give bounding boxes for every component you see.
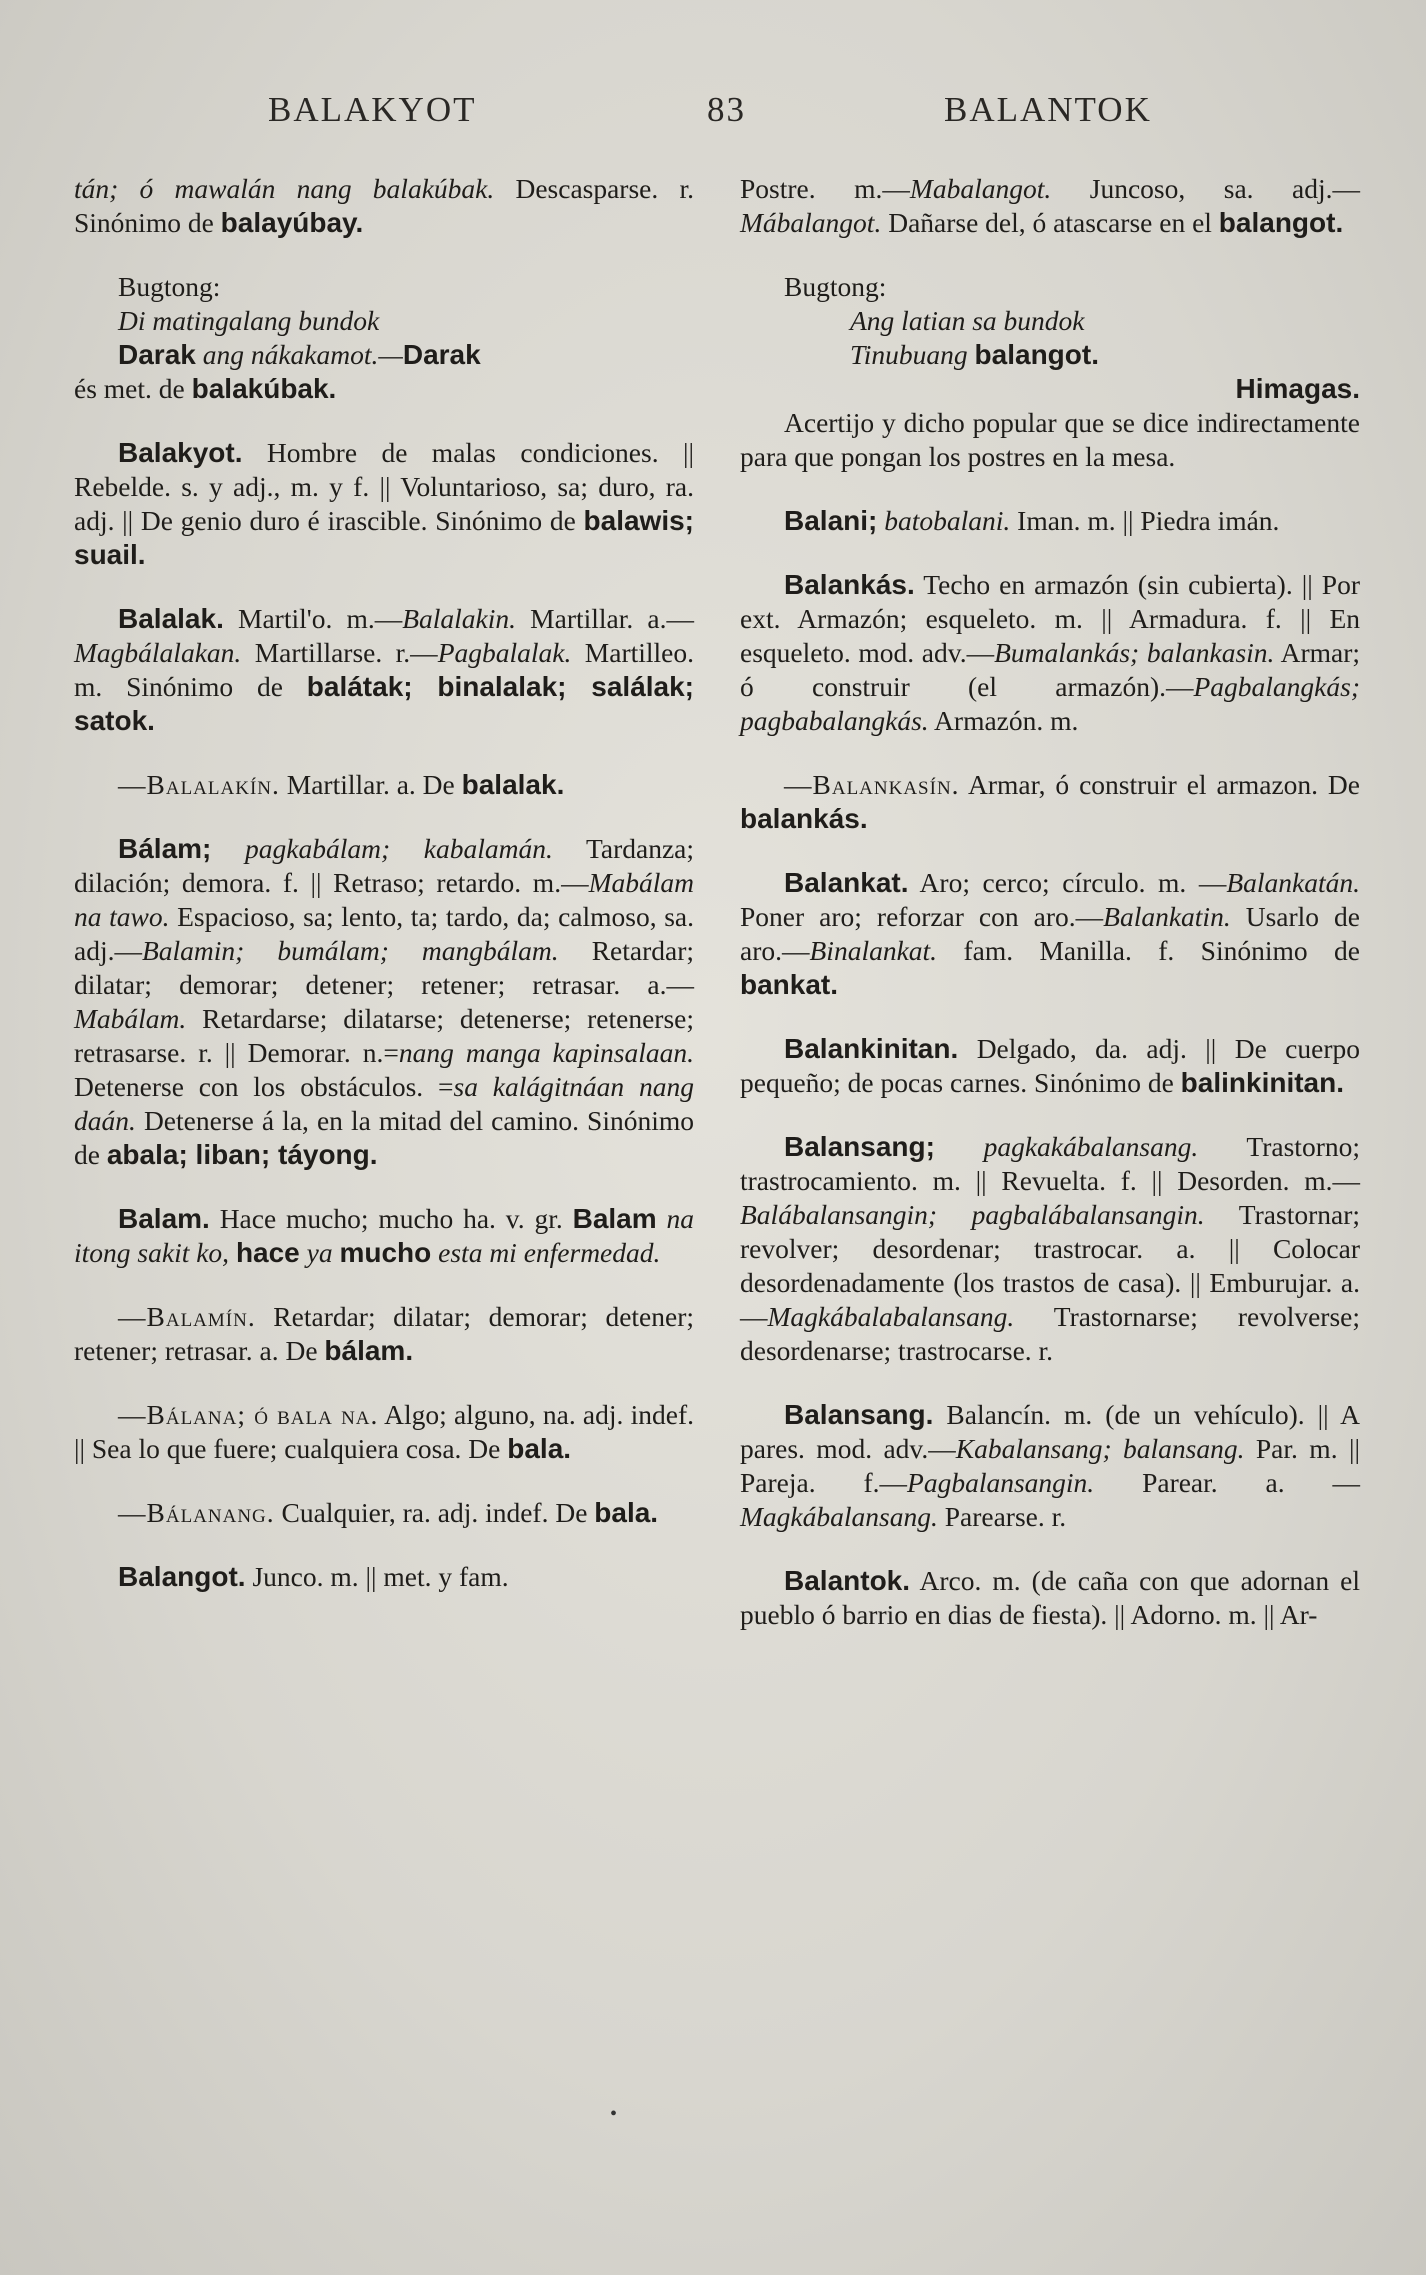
headword: Balankat. <box>784 867 909 898</box>
cross-reference: balalak. <box>461 769 565 800</box>
subentry-word: —Balamín. <box>118 1301 256 1332</box>
derived-form: Binalankat. <box>809 935 938 966</box>
derived-form: sa kalágitnáan nang daán. <box>74 1071 694 1136</box>
entry-text: Dañarse del, ó atascarse en el <box>888 207 1212 238</box>
dictionary-entry <box>740 504 1360 538</box>
derived-form: Mabálam na tawo. <box>74 867 694 932</box>
example-text: ya <box>306 1237 333 1268</box>
dictionary-entry <box>740 172 1360 240</box>
entry-text: Hombre de malas condiciones. || Rebelde. s. y adj., m. y f. || Voluntarioso, sa; duro, ra. adj. || De genio duro é irascible. Sinónimo de <box>74 437 695 536</box>
derived-form: Mabalangot. <box>909 173 1052 204</box>
dictionary-entry <box>74 832 694 1172</box>
entry-text: Detenerse con los obstáculos. = <box>74 1071 454 1102</box>
headword: Balansang; <box>784 1131 935 1162</box>
headword: Balansang. <box>784 1399 934 1430</box>
bullet-mark: • <box>610 2103 618 2125</box>
riddle-explanation: Acertijo y dicho popular que se dice indirectamente para que pongan los postres en la mesa. <box>740 407 1360 472</box>
dictionary-entry <box>74 602 694 738</box>
entry-text: Martillarse. r.— <box>254 637 438 668</box>
entry-text: Trastorno; trastrocamiento. m. || Revuelta. f. || Desorden. m.— <box>740 1131 1360 1196</box>
entry-text: Aro; cerco; círculo. m. — <box>919 867 1227 898</box>
page-number: 83 <box>707 90 746 129</box>
subentry-word: —Balankasín. <box>784 769 960 800</box>
derived-form: Balankatin. <box>1103 901 1231 932</box>
entry-text: Martillar. a.— <box>530 603 694 634</box>
headword: Balani; <box>784 505 878 536</box>
riddle-line: Ang latian sa bundok <box>850 305 1085 336</box>
example-word: hace <box>235 1237 300 1268</box>
entry-text: Trastornar; revolver; desordenar; trastrocar. a. || Colocar desordenadamente (los trastos de casa). || Emburujar. a.— <box>740 1199 1360 1332</box>
entry-text: Postre. m.— <box>740 173 910 204</box>
headword: Bálam; <box>118 833 212 864</box>
headword: Balangot. <box>118 1561 246 1592</box>
cross-reference: bálam. <box>324 1335 414 1366</box>
header-right-guide-word: BALANTOK <box>944 90 1152 129</box>
riddle-block <box>74 270 694 406</box>
entry-text: Martil'o. m.— <box>238 603 403 634</box>
entry-text: Juncoso, sa. adj.— <box>1089 173 1361 204</box>
entry-text: Martillar. a. De <box>286 769 455 800</box>
dictionary-entry <box>74 1300 694 1368</box>
subentry-word: —Balalakín. <box>118 769 280 800</box>
derived-form: Balalakin. <box>402 603 517 634</box>
dictionary-entry <box>740 1130 1360 1368</box>
derived-form: Pagbalangkás; pagbabalangkás. <box>740 671 1360 736</box>
dictionary-entry <box>740 1564 1360 1632</box>
derived-form: Mábalangot. <box>740 207 882 238</box>
entry-text: Cualquier, ra. adj. indef. De <box>281 1497 588 1528</box>
page-header <box>0 80 1426 140</box>
headword: Balantok. <box>784 1565 911 1596</box>
derived-form: Mabálam. <box>74 1003 187 1034</box>
dictionary-entry <box>74 1398 694 1466</box>
derived-form: pagkakábalansang. <box>983 1131 1199 1162</box>
derived-form: batobalani. <box>884 505 1011 536</box>
header-left-guide-word: BALAKYOT <box>268 90 477 129</box>
entry-text: Iman. m. || Piedra imán. <box>1017 505 1280 536</box>
riddle-word: balakúbak. <box>191 373 337 404</box>
riddle-label: Bugtong: <box>784 271 887 302</box>
derived-form: Bumalankás; balankasin. <box>994 637 1275 668</box>
right-column <box>740 172 1360 1662</box>
dictionary-entry <box>74 1560 694 1594</box>
synonym: abala; liban; táyong. <box>106 1139 378 1170</box>
headword: Balakyot. <box>118 437 243 468</box>
dictionary-entry <box>740 568 1360 738</box>
riddle-label: Bugtong: <box>118 271 221 302</box>
riddle-answer <box>740 372 1360 406</box>
entry-text: Delgado, da. adj. || De cuerpo pequeño; de pocas carnes. Sinónimo de <box>740 1033 1361 1098</box>
dictionary-entry <box>740 866 1360 1002</box>
dictionary-entry <box>74 1202 694 1270</box>
entry-text: Balancín. m. (de un vehículo). || A pares. mod. adv.— <box>740 1399 1361 1464</box>
cross-reference: bala. <box>594 1497 659 1528</box>
entry-text: Hace mucho; mucho ha. v. gr. <box>219 1203 563 1234</box>
derived-form: Pagbalalak. <box>437 637 572 668</box>
example-word: Balam <box>572 1203 657 1234</box>
synonym: balátak; binalalak; salálak; satok. <box>74 671 695 736</box>
entry-text: Armar, ó construir el armazon. De <box>967 769 1360 800</box>
entry-text: Trastornarse; revolverse; desordenarse; trastrocarse. r. <box>740 1301 1360 1366</box>
riddle-line <box>74 372 694 406</box>
entry-text: Retardar; dilatar; demorar; detener; retener; retrasar. a.— <box>74 935 694 1000</box>
derived-form: Balábalansangin; pagbalábalansangin. <box>740 1199 1205 1230</box>
cross-reference: balangot. <box>1218 207 1344 238</box>
example-word: mucho <box>339 1237 432 1268</box>
synonym: balinkinitan. <box>1180 1067 1345 1098</box>
derived-form: Magkábalansang. <box>740 1501 938 1532</box>
riddle-text: ang nákakamot.— <box>202 339 403 370</box>
riddle-block <box>740 270 1360 474</box>
entry-text: Parear. a. — <box>1142 1467 1361 1498</box>
dictionary-entry <box>74 436 694 572</box>
dictionary-entry <box>74 172 694 240</box>
example-text: na itong sakit ko, <box>74 1203 694 1268</box>
riddle-text: Tinubuang <box>850 339 968 370</box>
headword: Balankás. <box>784 569 915 600</box>
synonym: bankat. <box>740 969 839 1000</box>
entry-text: Espacioso, sa; lento, ta; tardo, da; calmoso, sa. adj.— <box>74 901 695 966</box>
entry-text: Par. m. || Pareja. f.— <box>740 1433 1360 1498</box>
riddle-word: Darak <box>118 339 196 370</box>
example-text: esta mi enfermedad. <box>438 1237 661 1268</box>
entry-text: Poner aro; reforzar con aro.— <box>740 901 1104 932</box>
entry-text: Retardar; dilatar; demorar; detener; retener; retrasar. a. De <box>74 1301 694 1366</box>
synonym: balawis; suail. <box>74 505 694 570</box>
cross-reference: bala. <box>507 1433 572 1464</box>
derived-form: Magbálalakan. <box>74 637 242 668</box>
entry-text: Algo; alguno, na. adj. indef. || Sea lo que fuere; cualquiera cosa. De <box>74 1399 695 1464</box>
cross-reference: balankás. <box>740 803 868 834</box>
dictionary-entry <box>740 1032 1360 1100</box>
entry-text: Armar; ó construir (el armazón).— <box>740 637 1360 702</box>
entry-text: fam. Manilla. f. Sinónimo de <box>963 935 1360 966</box>
dictionary-entry <box>740 1398 1360 1534</box>
entry-text: Descasparse. r. Sinónimo de <box>74 173 694 238</box>
left-column <box>74 172 694 1624</box>
riddle-line <box>740 338 1360 372</box>
entry-text: Junco. m. || met. y fam. <box>252 1561 509 1592</box>
derived-form: nang manga kapinsalaan. <box>398 1037 694 1068</box>
riddle-word: balangot. <box>974 339 1099 370</box>
dictionary-entry <box>740 768 1360 836</box>
riddle-answer-word: Himagas. <box>1235 373 1360 404</box>
entry-text: Arco. m. (de caña con que adornan el pueblo ó barrio en dias de fiesta). || Adorno. m. || Ar- <box>740 1565 1361 1630</box>
riddle-text: és met. de <box>74 373 185 404</box>
derived-form: Pagbalansangin. <box>907 1467 1095 1498</box>
headword: Balam. <box>118 1203 210 1234</box>
entry-text: Usarlo de aro.— <box>740 901 1360 966</box>
entry-text: Armazón. m. <box>934 705 1079 736</box>
riddle-line <box>74 338 694 372</box>
synonym: balayúbay. <box>220 207 364 238</box>
subentry-word: —Bálanang. <box>118 1497 275 1528</box>
derived-form: Kabalansang; balansang. <box>955 1433 1245 1464</box>
derived-form: Magkábalabalansang. <box>767 1301 1015 1332</box>
entry-text: Martilleo. m. Sinónimo de <box>74 637 695 702</box>
headword: Balalak. <box>118 603 224 634</box>
derived-form: Balankatán. <box>1226 867 1360 898</box>
derived-form: pagkabálam; kabalamán. <box>245 833 553 864</box>
entry-text: Parearse. r. <box>944 1501 1067 1532</box>
entry-text: Detenerse á la, en la mitad del camino. Sinónimo de <box>74 1105 695 1170</box>
derived-form: Balamin; bumálam; mangbálam. <box>141 935 559 966</box>
headword: Balankinitan. <box>784 1033 959 1064</box>
riddle-line: Di matingalang bundok <box>118 305 380 336</box>
dictionary-entry <box>74 1496 694 1530</box>
dictionary-entry <box>74 768 694 802</box>
entry-text: Retardarse; dilatarse; detenerse; retenerse; retrasarse. r. || Demorar. n.= <box>74 1003 694 1068</box>
entry-text: tán; ó mawalán nang balakúbak. <box>74 173 495 204</box>
riddle-word: Darak <box>402 339 481 370</box>
entry-text: Tardanza; dilación; demora. f. || Retraso; retardo. m.— <box>74 833 694 898</box>
entry-text: Techo en armazón (sin cubierta). || Por ext. Armazón; esqueleto. m. || Armadura. f. || En esqueleto. mod. adv.— <box>740 569 1360 668</box>
subentry-word: —Bálana; ó bala na. <box>118 1399 379 1430</box>
